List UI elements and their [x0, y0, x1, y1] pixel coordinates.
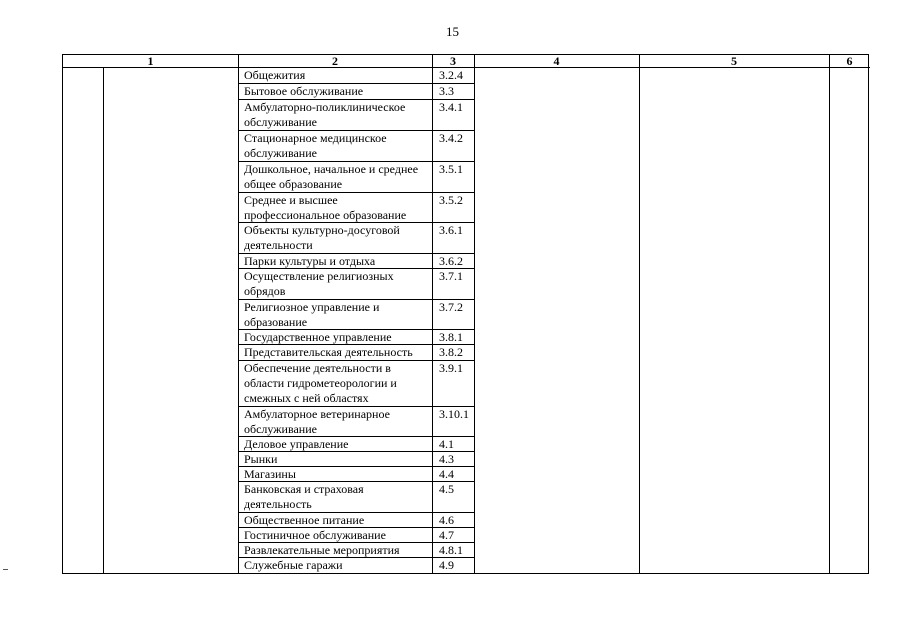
margin-mark — [3, 569, 8, 570]
use-type-code: 3.8.1 — [439, 330, 463, 344]
table-row — [238, 543, 474, 558]
use-type-name: Стационарное медицинское обслуживание — [244, 131, 387, 160]
use-type-code: 4.1 — [439, 437, 454, 451]
table-row — [238, 452, 474, 467]
table-row — [238, 68, 474, 84]
use-type-code: 4.6 — [439, 513, 454, 527]
header-cell-4: 4 — [474, 55, 639, 68]
regulations-table — [62, 54, 869, 574]
use-type-name: Амбулаторное ветеринарное обслуживание — [244, 407, 390, 436]
use-type-code: 3.7.1 — [439, 269, 463, 283]
table-row — [238, 361, 474, 407]
use-type-code: 4.5 — [439, 482, 454, 496]
header-cell-2: 2 — [238, 55, 432, 68]
use-type-name: Амбулаторно-поликлиническое обслуживание — [244, 100, 406, 129]
table-row — [238, 330, 474, 345]
use-type-code: 3.3 — [439, 84, 454, 98]
column-divider — [103, 68, 104, 573]
use-type-code: 3.6.2 — [439, 254, 463, 268]
table-row — [238, 162, 474, 193]
use-type-code: 3.6.1 — [439, 223, 463, 237]
table-row — [238, 558, 474, 573]
table-row — [238, 131, 474, 162]
use-type-code: 4.7 — [439, 528, 454, 542]
table-row — [238, 300, 474, 330]
table-row — [238, 254, 474, 269]
use-type-code: 3.5.1 — [439, 162, 463, 176]
use-type-code: 4.9 — [439, 558, 454, 572]
use-type-code: 3.4.1 — [439, 100, 463, 114]
header-cell-5: 5 — [639, 55, 829, 68]
use-type-code: 4.3 — [439, 452, 454, 466]
use-type-code: 3.7.2 — [439, 300, 463, 314]
use-type-name: Парки культуры и отдыха — [244, 254, 376, 268]
use-type-name: Служебные гаражи — [244, 558, 343, 572]
use-type-name: Гостиничное обслуживание — [244, 528, 386, 542]
use-type-name: Обеспечение деятельности в области гидрометеорологии и смежных с ней областях — [244, 361, 397, 405]
use-type-code: 3.2.4 — [439, 68, 463, 82]
use-type-name: Религиозное управление и образование — [244, 300, 380, 329]
table-row — [238, 345, 474, 361]
use-type-name: Представительская деятельность — [244, 345, 413, 359]
table-row — [238, 269, 474, 300]
table-row — [238, 100, 474, 131]
table-row — [238, 513, 474, 528]
use-type-name: Рынки — [244, 452, 278, 466]
use-type-name: Развлекательные мероприятия — [244, 543, 400, 557]
table-row — [238, 528, 474, 543]
use-type-code: 3.9.1 — [439, 361, 463, 375]
use-type-code: 4.8.1 — [439, 543, 463, 557]
table-row — [238, 193, 474, 223]
table-row — [238, 84, 474, 100]
header-cell-1: 1 — [63, 55, 238, 68]
table-row — [238, 467, 474, 482]
header-cell-3: 3 — [432, 55, 474, 68]
use-type-name: Среднее и высшее профессиональное образование — [244, 193, 407, 222]
table-row — [238, 407, 474, 437]
header-cell-6: 6 — [829, 55, 870, 68]
use-type-name: Дошкольное, начальное и среднее общее образование — [244, 162, 419, 191]
use-type-name: Банковская и страховая деятельность — [244, 482, 364, 511]
use-type-code: 3.5.2 — [439, 193, 463, 207]
column-divider — [829, 55, 830, 573]
use-type-code: 3.4.2 — [439, 131, 463, 145]
column-divider — [639, 55, 640, 573]
page-number: 15 — [446, 24, 459, 39]
use-type-name: Общежития — [244, 68, 306, 82]
use-type-name: Объекты культурно-досуговой деятельности — [244, 223, 400, 252]
table-row — [238, 437, 474, 452]
use-type-name: Государственное управление — [244, 330, 392, 344]
use-type-name: Бытовое обслуживание — [244, 84, 364, 98]
table-row — [238, 482, 474, 513]
use-type-code: 3.10.1 — [439, 407, 469, 421]
use-type-code: 3.8.2 — [439, 345, 463, 359]
use-type-name: Осуществление религиозных обрядов — [244, 269, 394, 298]
use-type-code: 4.4 — [439, 467, 454, 481]
use-type-name: Деловое управление — [244, 437, 349, 451]
use-type-name: Магазины — [244, 467, 296, 481]
column-divider — [474, 55, 475, 573]
use-type-name: Общественное питание — [244, 513, 365, 527]
table-row — [238, 223, 474, 254]
